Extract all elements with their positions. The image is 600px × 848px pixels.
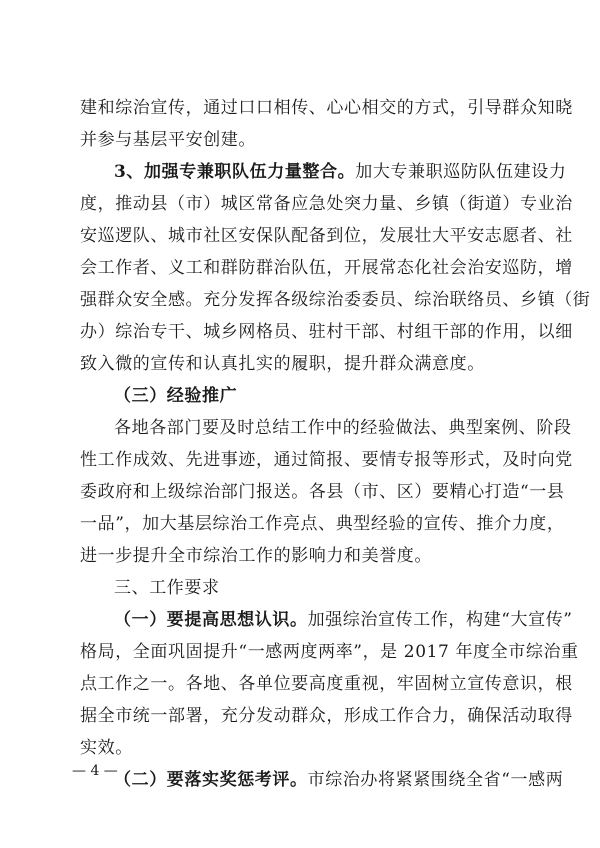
text-line xyxy=(80,668,573,700)
text-run: 强群众安全感。充分发挥各级综治委委员、综治联络员、乡镇（街 xyxy=(80,290,591,310)
text-line xyxy=(80,380,534,412)
text-line xyxy=(80,764,564,796)
text-run: 办）综治专干、城乡网格员、驻村干部、村组干部的作用，以细 xyxy=(80,322,573,342)
text-run: 加强综治宣传工作，构建“大宣传” xyxy=(307,610,573,630)
text-line xyxy=(80,636,579,668)
text-line xyxy=(80,700,573,732)
text-run: 委政府和上级综治部门报送。各县（市、区）要精心打造“一县 xyxy=(80,482,565,502)
bold-run: 3、加强专兼职队伍力量整合。 xyxy=(114,162,356,182)
text-run: 建和综治宣传，通过口口相传、心心相交的方式，引导群众知晓 xyxy=(80,98,573,118)
text-run: 进一步提升全市综治工作的影响力和美誉度。 xyxy=(80,546,432,566)
text-run: 度，推动县（市）城区常备应急处突力量、乡镇（街道）专业治 xyxy=(80,194,573,214)
text-line xyxy=(80,348,534,380)
text-run: 性工作成效、先进事迹，通过简报、要情专报等形式，及时向党 xyxy=(80,450,573,470)
text-run: 点工作之一。各地、各单位要高度重视，牢固树立宣传意识，根 xyxy=(80,674,573,694)
text-run: 安巡逻队、城市社区安保队配备到位，发展壮大平安志愿者、社 xyxy=(80,226,573,246)
text-line xyxy=(80,284,591,316)
text-line xyxy=(80,572,534,604)
text-run: 实效。 xyxy=(80,738,133,758)
text-line xyxy=(80,604,573,636)
text-line xyxy=(80,124,534,156)
text-run: 并参与基层平安创建。 xyxy=(80,130,256,150)
page-number: — 4 — xyxy=(72,763,118,779)
text-run: 三、工作要求 xyxy=(114,578,220,598)
bold-run: （二）要落实奖惩考评。 xyxy=(114,770,308,790)
text-run: 一品”，加大基层综治工作亮点、典型经验的宣传、推介力度， xyxy=(80,514,565,534)
text-line xyxy=(80,508,565,540)
bold-run: （三）经验推广 xyxy=(114,386,238,406)
document-body xyxy=(80,92,591,796)
text-line xyxy=(80,252,573,284)
text-run: 市综治办将紧紧围绕全省“一感两 xyxy=(307,770,564,790)
text-line xyxy=(80,92,573,124)
text-line xyxy=(80,220,573,252)
text-run: 致入微的宣传和认真扎实的履职，提升群众满意度。 xyxy=(80,354,485,374)
text-run: 据全市统一部署，充分发动群众，形成工作合力，确保活动取得 xyxy=(80,706,573,726)
text-run: 会工作者、义工和群防群治队伍，开展常态化社会治安巡防，增 xyxy=(80,258,573,278)
bold-run: （一）要提高思想认识。 xyxy=(114,610,308,630)
text-line xyxy=(80,732,534,764)
text-run: 格局，全面巩固提升“一感两度两率”，是 2017 年度全市综治重 xyxy=(80,642,579,662)
text-line xyxy=(80,188,573,220)
text-run: 加大专兼职巡防队伍建设力 xyxy=(355,162,567,182)
text-line xyxy=(80,412,572,444)
text-line xyxy=(80,316,573,348)
text-line xyxy=(80,476,565,508)
text-line xyxy=(80,156,567,188)
text-line xyxy=(80,444,573,476)
text-line xyxy=(80,540,534,572)
text-run: 各地各部门要及时总结工作中的经验做法、典型案例、阶段 xyxy=(114,418,572,438)
